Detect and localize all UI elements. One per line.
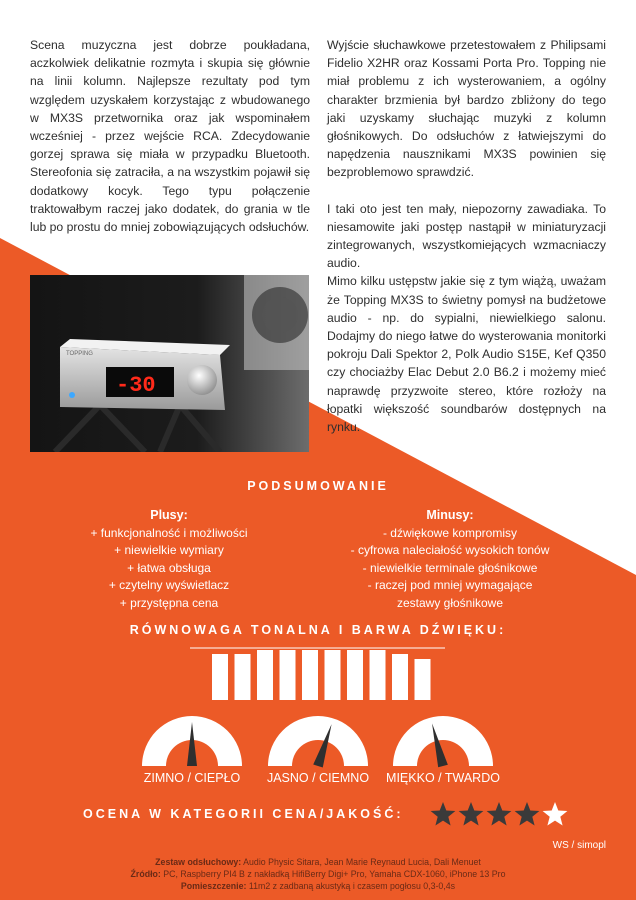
list-item: + funkcjonalność i możliwości [90,525,248,540]
summary-title: PODSUMOWANIE [247,479,389,493]
tonal-bar [347,650,363,700]
tonal-bar [370,650,386,700]
tonal-bar [257,650,273,700]
tonal-bar [302,650,318,700]
pros-heading: Plusy: [150,508,188,522]
right-paragraph-1: Wyjście słuchawkowe przetestowałem z Philipsami Fidelio X2HR oraz Kossami Porta Pro. Topping nie miał problemu z ich wysterowaniem, a ogólny charakter brzmienia był bardzo zbliżony do tego jaki uzyskamy słuchając muzyki z kolumn głośnikowych. Do odsłuchów z łatwiejszymi do napędzenia nausznikami MX3S powinien się bezproblemowo sprawdzić. [327,38,606,180]
star-filled-icon [459,802,484,826]
star-filled-icon [431,802,456,826]
tonal-bar [235,654,251,700]
gauge-label-hardness: MIĘKKO / TWARDO [386,771,500,785]
star-filled-icon [515,802,540,826]
setup-value: Audio Physic Sitara, Jean Marie Reynaud Lucia, Dali Menuet [243,857,481,867]
setup-label: Zestaw odsłuchowy: [155,857,242,867]
source-label: Źródło: [130,869,161,880]
list-item: - raczej pod mniej wymagające [367,578,533,593]
gauge-label-warmth: ZIMNO / CIEPŁO [143,771,241,785]
room-value: 11m2 z zadbaną akustyką i czasem pogłosu 0,3-0,4s [248,881,456,892]
source-value: PC, Raspberry PI4 B z nakładką HifiBerry Digi+ Pro, Yamaha CDX-1060, iPhone 13 Pro [163,869,506,880]
author-signature: WS / simopl [552,840,606,851]
tonal-bar [325,650,341,700]
rating-stars [431,802,568,826]
footer-credits [0,856,636,893]
list-item: - niewielkie terminale głośnikowe [362,560,538,575]
right-paragraph-2: I taki oto jest ten mały, niepozorny zawadiaka. To niesamowite jaki postęp nastąpił w miniaturyzacji zintegrowanych, wszystkomiejących wzmacniaczy audio. [327,201,606,271]
rating-title: OCENA W KATEGORII CENA/JAKOŚĆ: [83,807,404,821]
tonal-balance-title: RÓWNOWAGA TONALNA I BARWA DŹWIĘKU: [129,623,507,637]
star-filled-icon [487,802,512,826]
star-empty-icon [543,802,568,826]
room-label: Pomieszczenie: [180,881,247,892]
tonal-bar [212,654,228,700]
list-item: - dźwiękowe kompromisy [382,525,518,540]
tonal-bar [280,650,296,700]
cons-heading: Minusy: [426,508,474,522]
left-paragraph: Scena muzyczna jest dobrze poukładana, aczkolwiek delikatnie rozmyta i skupia się głównie na linii kolumn. Najlepsze rezultaty pod tym względem uzyskałem korzystając z wbudowanego w MX3S przetwornika oraz jak wspominałem wcześniej - przez wejście RCA. Zdecydowanie gorzej sprawa się miała w przypadku Bluetooth. Stereofonia się zatraciła, a na wszystkim pojawił się dodatkowy kocyk. Tego typu połączenie traktowałbym raczej jako dodatek, do grania w tle lub po prostu do mniej zobowiązujących odsłuchów. [30,38,310,235]
tonal-gauges [142,716,493,768]
tonal-bars [212,650,431,700]
tonal-bar [415,659,431,700]
list-item: + niewielkie wymiary [114,543,224,558]
tonal-bar [392,654,408,700]
list-item: + przystępna cena [119,595,219,610]
gauge-label-brightness: JASNO / CIEMNO [266,771,370,785]
list-item: + czytelny wyświetlacz [108,578,230,593]
list-item: zestawy głośnikowe [396,595,504,610]
amp-display-text: -30 [116,373,156,398]
list-item: - cyfrowa naleciałość wysokich tonów [350,543,550,558]
amp-brand-text: TOPPING [66,351,93,357]
right-paragraph-3: Mimo kilku ustępstw jakie się z tym wiążą, uważam że Topping MX3S to świetny pomysł na budżetowe audio - np. do sypialni, niewielkiego salonu. Dodajmy do niego łatwe do wysterowania monitorki pokroju Dali Spektor 2, Polk Audio S15E, Kef Q350 czy chociażby Elac Debut 2.0 B6.2 i możemy mieć naprawdę przyzwoite stereo, które rozłoży na łopatki większość soundbarów dostępnych na rynku. [327,274,606,435]
list-item: + łatwa obsługa [127,560,211,575]
